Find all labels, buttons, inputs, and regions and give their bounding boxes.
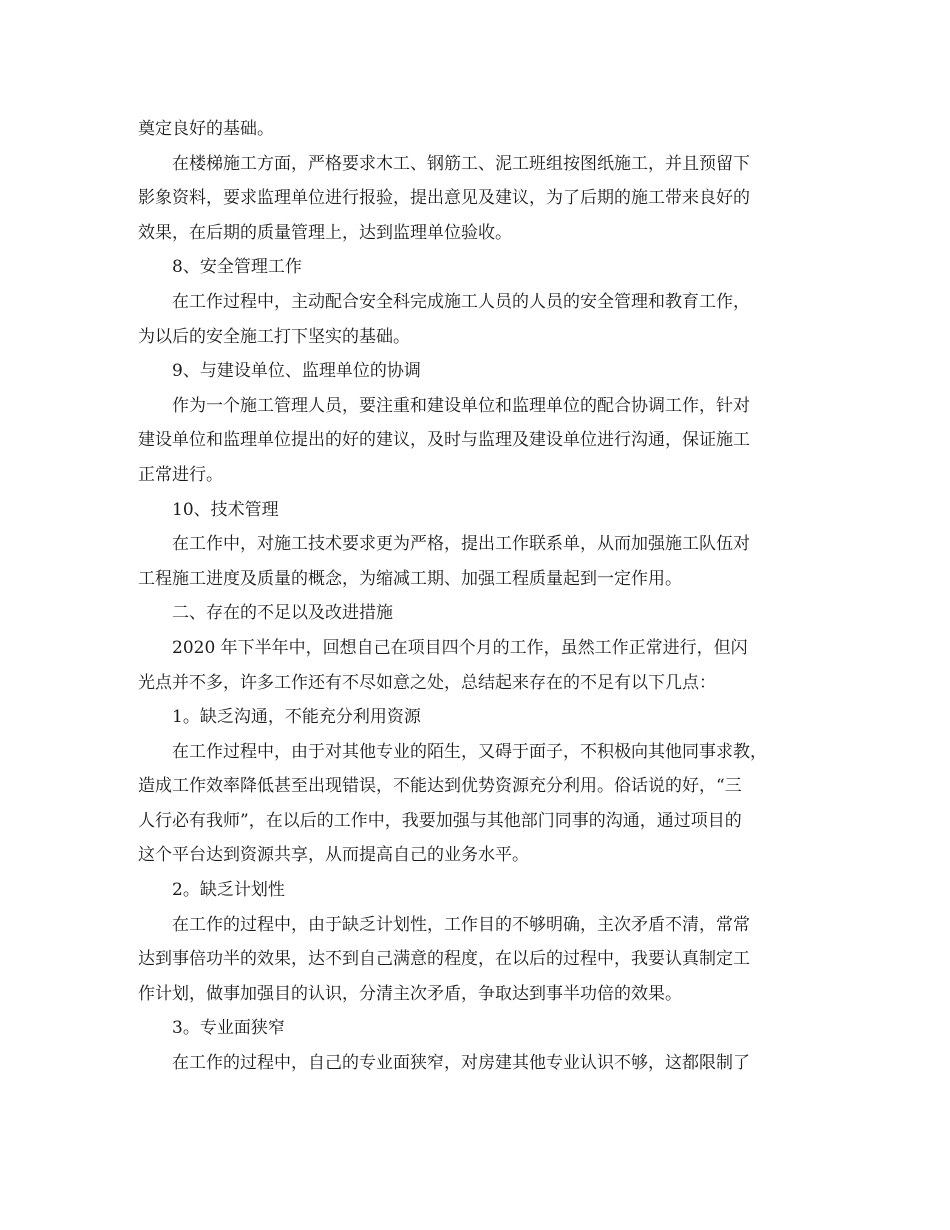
text-line: 造成工作效率降低甚至出现错误，不能达到优势资源充分利用。俗话说的好，“三 <box>138 776 742 797</box>
document-body <box>138 112 818 1081</box>
text-line: 2020 年下半年中，回想自己在项目四个月的工作，虽然工作正常进行，但闪 <box>172 637 748 658</box>
text-line: 正常进行。 <box>138 464 223 485</box>
paragraph-technical <box>138 527 818 596</box>
text-line: 工程施工进度及质量的概念，为缩减工期、加强工程质量起到一定作用。 <box>138 568 682 589</box>
paragraph-specialty <box>138 1046 818 1081</box>
heading-text: 3。专业面狭窄 <box>172 1018 285 1039</box>
text-line: 影象资料，要求监理单位进行报验，提出意见及建议，为了后期的施工带来良好的 <box>138 188 750 209</box>
text-line: 作为一个施工管理人员，要注重和建设单位和监理单位的配合协调工作，针对 <box>172 395 750 416</box>
text-line: 在工作中，对施工技术要求更为严格，提出工作联系单，从而加强施工队伍对 <box>172 534 750 555</box>
heading-text: 1。缺乏沟通，不能充分利用资源 <box>172 707 421 728</box>
paragraph-safety <box>138 285 818 354</box>
heading-text: 10、技术管理 <box>172 499 279 520</box>
paragraph-foundation <box>138 112 818 147</box>
text-line: 这个平台达到资源共享，从而提高自己的业务水平。 <box>138 845 529 866</box>
section-heading-specialty <box>138 1011 818 1046</box>
text-line: 作计划，做事加强目的认识，分清主次矛盾，争取达到事半功倍的效果。 <box>138 983 682 1004</box>
paragraph-communication <box>138 735 818 873</box>
text-line: 在工作过程中，主动配合安全科完成施工人员的人员的安全管理和教育工作， <box>172 291 750 312</box>
section-heading-technical <box>138 493 818 528</box>
heading-text: 二、存在的不足以及改进措施 <box>172 603 393 624</box>
section-heading-shortcomings <box>138 596 818 631</box>
section-heading-safety <box>138 250 818 285</box>
text-line: 在工作的过程中，自己的专业面狭窄，对房建其他专业认识不够，这都限制了 <box>172 1053 750 1074</box>
heading-text: 9、与建设单位、监理单位的协调 <box>172 361 421 382</box>
text-line: 奠定良好的基础。 <box>138 119 274 139</box>
section-heading-communication <box>138 700 818 735</box>
text-line: 在工作的过程中，由于缺乏计划性，工作目的不够明确，主次矛盾不清，常常 <box>172 914 750 935</box>
text-line: 光点并不多，许多工作还有不尽如意之处，总结起来存在的不足有以下几点： <box>138 672 716 693</box>
text-line: 在工作过程中，由于对其他专业的陌生，又碍于面子，不积极向其他同事求教， <box>172 741 767 762</box>
section-heading-planning <box>138 873 818 908</box>
text-line: 建设单位和监理单位提出的好的建议，及时与监理及建设单位进行沟通，保证施工 <box>138 430 750 451</box>
paragraph-planning <box>138 908 818 1012</box>
text-line: 在楼梯施工方面，严格要求木工、钢筋工、泥工班组按图纸施工，并且预留下 <box>172 153 750 174</box>
text-line: 达到事倍功半的效果，达不到自己满意的程度，在以后的过程中，我要认真制定工 <box>138 949 750 970</box>
heading-text: 2。缺乏计划性 <box>172 880 285 901</box>
paragraph-review <box>138 631 818 700</box>
text-line: 效果，在后期的质量管理上，达到监理单位验收。 <box>138 222 512 243</box>
text-line: 为以后的安全施工打下坚实的基础。 <box>138 326 410 347</box>
paragraph-stair-construction <box>138 147 818 251</box>
heading-text: 8、安全管理工作 <box>172 257 302 278</box>
section-heading-coordination <box>138 354 818 389</box>
text-line: 人行必有我师”，在以后的工作中，我要加强与其他部门同事的沟通，通过项目的 <box>138 810 742 831</box>
paragraph-coordination <box>138 389 818 493</box>
